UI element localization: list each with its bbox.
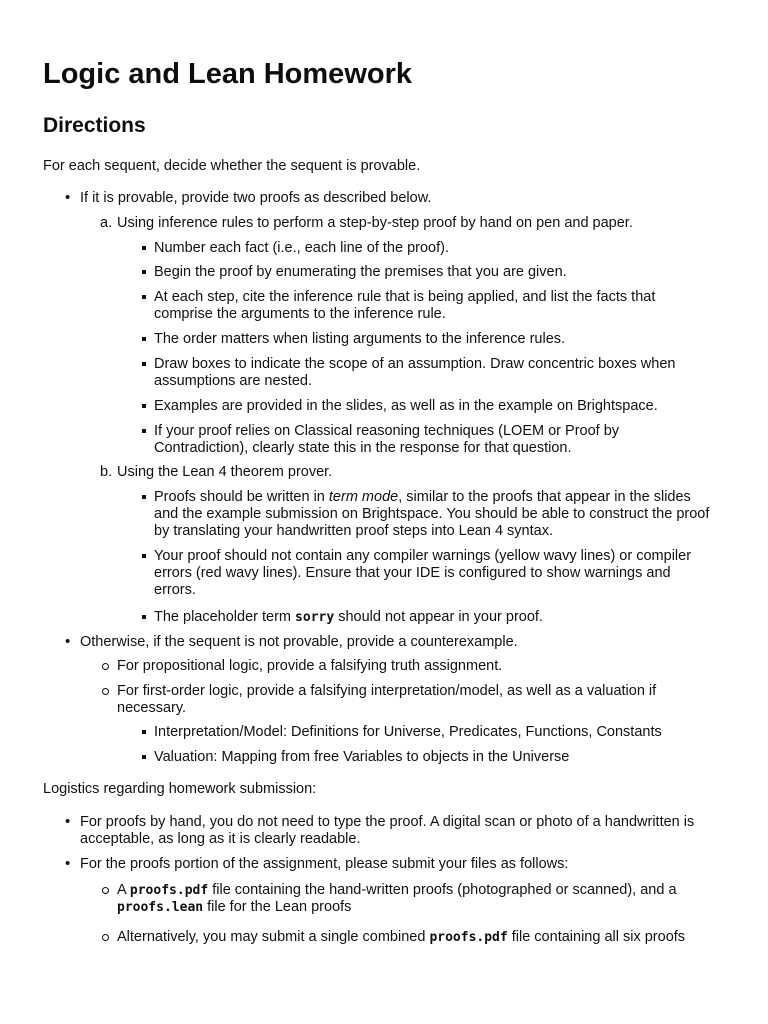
directions-intro: For each sequent, decide whether the sequent is provable. [43, 158, 421, 174]
list-item-line: At each step, cite the inference rule that is being applied, and list the facts that [154, 289, 656, 305]
list-item-line [154, 489, 709, 506]
step-a-item [100, 215, 633, 232]
proofs-pdf-code: proofs.pdf [129, 883, 209, 898]
list-item: Interpretation/Model: Definitions for Universe, Predicates, Functions, Constants [154, 724, 662, 740]
list-item: Number each fact (i.e., each line of the proof). [154, 240, 449, 256]
list-item [117, 683, 656, 717]
list-item-line: For first-order logic, provide a falsifying interpretation/model, as well as a valuation if [117, 683, 657, 699]
list-item [80, 814, 694, 848]
list-item: The order matters when listing arguments to the inference rules. [154, 331, 566, 347]
term-mode-emphasis: term mode [328, 489, 399, 505]
step-b-text: Using the Lean 4 theorem prover. [117, 464, 333, 480]
list-item [117, 929, 685, 946]
list-item-line: If your proof relies on Classical reasoning techniques (LOEM or Proof by [154, 423, 620, 439]
list-item: Examples are provided in the slides, as well as in the example on Brightspace. [154, 398, 658, 414]
text-run: Proofs should be written in [154, 489, 329, 505]
list-item-line [117, 899, 677, 916]
text-run: Alternatively, you may submit a single combined [117, 929, 430, 945]
list-item-line: errors. [154, 582, 196, 598]
step-a-marker: a. [100, 215, 113, 231]
list-item-line: by translating your handwritten proof steps into Lean 4 syntax. [154, 523, 553, 539]
list-item-line: acceptable, as long as it is clearly readable. [80, 831, 361, 847]
step-b-marker: b. [100, 464, 113, 480]
list-item-line: comprise the arguments to the inference rule. [154, 306, 446, 322]
directions-heading: Directions [43, 114, 146, 137]
otherwise-item: • Otherwise, if the sequent is not provable, provide a counterexample. [80, 634, 518, 651]
list-item-line: errors (red wavy lines). Ensure that your IDE is configured to show warnings and [154, 565, 671, 581]
logistics-intro: Logistics regarding homework submission: [43, 781, 317, 797]
list-item-line: Your proof should not contain any compiler warnings (yellow wavy lines) or compiler [154, 548, 692, 564]
list-item-line [117, 882, 677, 899]
list-item-line: assumptions are nested. [154, 373, 312, 389]
list-item-line: Contradiction), clearly state this in the response for that question. [154, 440, 572, 456]
list-item [154, 423, 619, 457]
provable-item: • If it is provable, provide two proofs as described below. [80, 190, 431, 207]
step-a-text: Using inference rules to perform a step-by-step proof by hand on pen and paper. [117, 215, 633, 231]
list-item [154, 489, 709, 540]
text-run: , similar to the proofs that appear in the slides [398, 489, 691, 505]
text-run: file for the Lean proofs [203, 899, 352, 915]
list-item [154, 289, 655, 323]
step-b-item [100, 464, 333, 481]
list-item-line: Draw boxes to indicate the scope of an assumption. Draw concentric boxes when [154, 356, 676, 372]
text-run: file containing the hand-written proofs (photographed or scanned), and a [208, 882, 677, 898]
sorry-code: sorry [295, 610, 335, 625]
list-item: • For the proofs portion of the assignment, please submit your files as follows: [80, 856, 568, 873]
text-run: should not appear in your proof. [334, 609, 543, 625]
list-item-line: and the example submission on Brightspace. You should be able to construct the proof [154, 506, 710, 522]
list-item-line: • For proofs by hand, you do not need to type the proof. A digital scan or photo of a handwritten is [80, 814, 695, 830]
proofs-lean-code: proofs.lean [117, 900, 204, 915]
list-item [154, 609, 543, 626]
text-run: The placeholder term [154, 609, 296, 625]
list-item-line: necessary. [117, 700, 187, 716]
list-item: For propositional logic, provide a falsifying truth assignment. [117, 658, 503, 674]
list-item [154, 548, 691, 599]
list-item: Valuation: Mapping from free Variables to objects in the Universe [154, 749, 570, 765]
text-run: A [117, 882, 130, 898]
page-title: Logic and Lean Homework [43, 58, 412, 90]
proofs-pdf-code: proofs.pdf [429, 930, 508, 945]
list-item: Begin the proof by enumerating the premises that you are given. [154, 264, 567, 280]
text-run: file containing all six proofs [507, 929, 686, 945]
list-item [117, 882, 677, 916]
list-item [154, 356, 675, 390]
